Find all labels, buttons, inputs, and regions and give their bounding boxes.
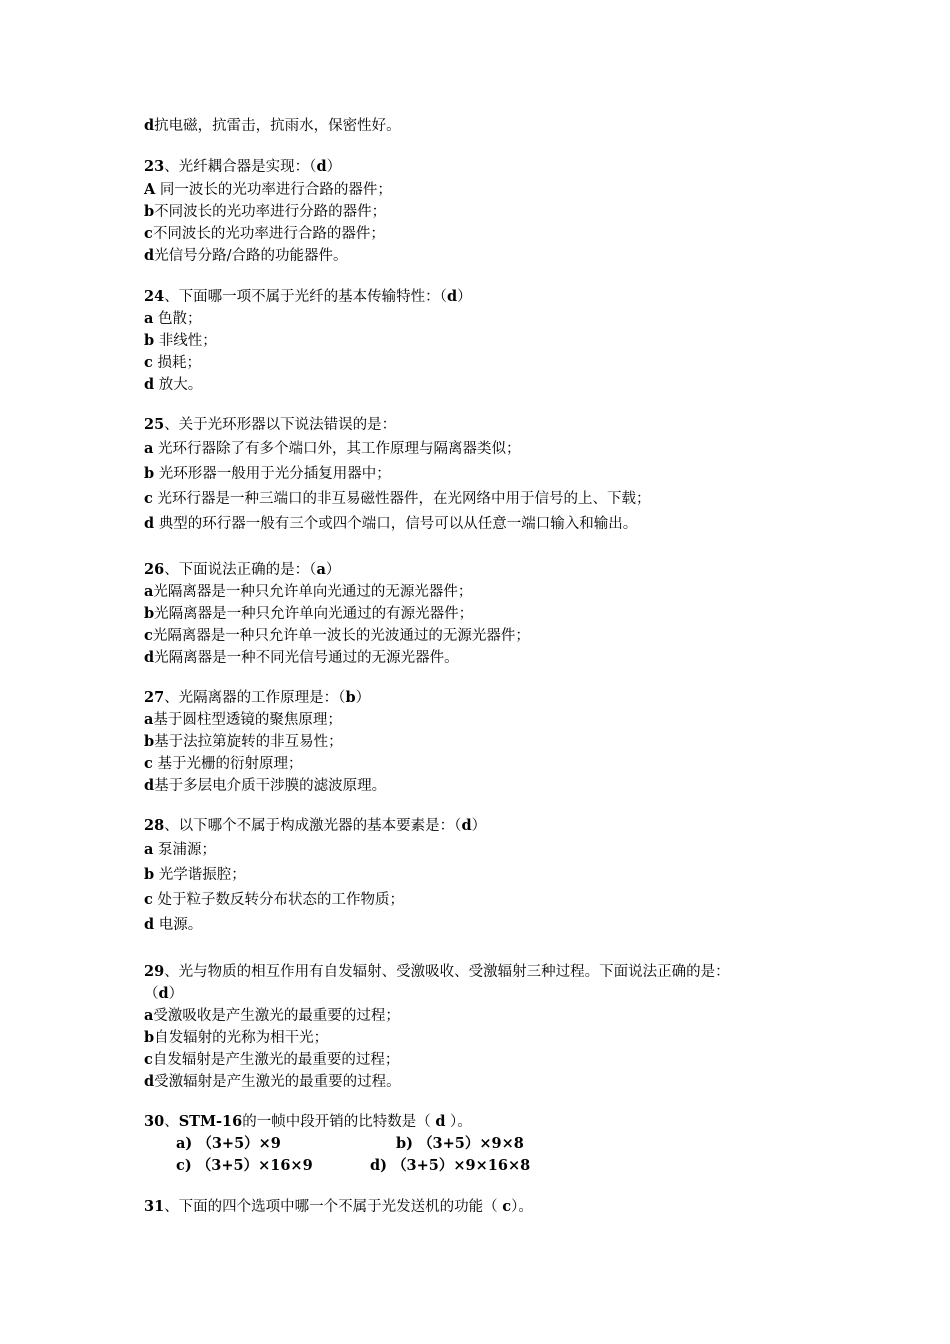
q23-answer: d [316,158,327,175]
q29-answer: d [158,985,169,1002]
q27-option-c: c 基于光栅的衍射原理； [144,755,303,772]
q23-option-a: A 同一波长的光功率进行合路的器件； [144,181,392,198]
q24-option-c: c 损耗； [144,354,201,371]
q24-option-a: a 色散； [144,310,202,327]
q26-option-b: b光隔离器是一种只允许单向光通过的有源光器件； [144,605,474,622]
q28-answer: d [461,817,472,834]
q28-option-b: b 光学谐振腔； [144,866,246,883]
q29-option-a: a受激吸收是产生激光的最重要的过程； [144,1007,400,1024]
q25-stem: 25、关于光环形器以下说法错误的是： [144,416,397,433]
q23-option-d: d光信号分路/合路的功能器件。 [144,247,348,264]
q27-option-d: d基于多层电介质干涉膜的滤波原理。 [144,777,387,794]
q25-option-b: b 光环形器一般用于光分插复用器中； [144,465,391,482]
q23-option-c: c不同波长的光功率进行合路的器件； [144,225,385,242]
q25-option-a: a 光环行器除了有多个端口外，其工作原理与隔离器类似； [144,440,521,457]
q24-option-b: b 非线性； [144,332,217,349]
q28-option-c: c 处于粒子数反转分布状态的工作物质； [144,891,404,908]
q29-stem-cont: （d） [144,985,184,1002]
q26-option-d: d光隔离器是一种不同光信号通过的无源光器件。 [144,649,459,666]
q26-option-c: c光隔离器是一种只允许单一波长的光波通过的无源光器件； [144,627,530,644]
q29-option-d: d受激辐射是产生激光的最重要的过程。 [144,1073,401,1090]
q24-option-d: d 放大。 [144,376,203,393]
q25-option-d: d 典型的环行器一般有三个或四个端口，信号可以从任意一端口输入和输出。 [144,515,638,532]
q28-stem: 28、以下哪个不属于构成激光器的基本要素是：（d） [144,817,487,834]
q31-stem: 31、下面的四个选项中哪一个不属于光发送机的功能（ c）。 [144,1198,533,1215]
q23-stem: 23、光纤耦合器是实现：（d） [144,158,342,175]
q27-answer: b [345,689,356,706]
q27-option-b: b基于法拉第旋转的非互易性； [144,733,343,750]
q31-answer: c [502,1198,512,1215]
q27-stem: 27、光隔离器的工作原理是：（b） [144,689,371,706]
q23-option-b: b不同波长的光功率进行分路的器件； [144,203,387,220]
q29-option-c: c自发辐射是产生激光的最重要的过程； [144,1051,400,1068]
q30-choice-b: b) （3+5）×9×8 [396,1135,524,1152]
q25-option-c: c 光环行器是一种三端口的非互易磁性器件，在光网络中用于信号的上、下载； [144,490,651,507]
q29-stem: 29、光与物质的相互作用有自发辐射、受激吸收、受激辐射三种过程。下面说法正确的是： [144,963,730,980]
q28-option-d: d 电源。 [144,916,203,933]
q27-option-a: a基于圆柱型透镜的聚焦原理； [144,711,342,728]
q26-stem: 26、下面说法正确的是：（a） [144,561,341,578]
q24-answer: d [446,288,458,305]
q26-answer: a [316,561,326,578]
q30-choice-d: d) （3+5）×9×16×8 [370,1157,531,1174]
q26-option-a: a光隔离器是一种只允许单向光通过的无源光器件； [144,583,473,600]
q30-stem: 30、STM-16的一帧中段开销的比特数是（ d ）。 [144,1113,472,1130]
q24-stem: 24、下面哪一项不属于光纤的基本传输特性：（d） [144,288,472,305]
q30-choice-a: a) （3+5）×9 [176,1135,281,1152]
q28-option-a: a 泵浦源； [144,841,217,858]
q29-option-b: b自发辐射的光称为相干光； [144,1029,329,1046]
q30-choice-c: c) （3+5）×16×9 [176,1157,313,1174]
q30-answer: d [435,1113,446,1130]
q22-option-d: d抗电磁，抗雷击，抗雨水，保密性好。 [144,117,401,134]
